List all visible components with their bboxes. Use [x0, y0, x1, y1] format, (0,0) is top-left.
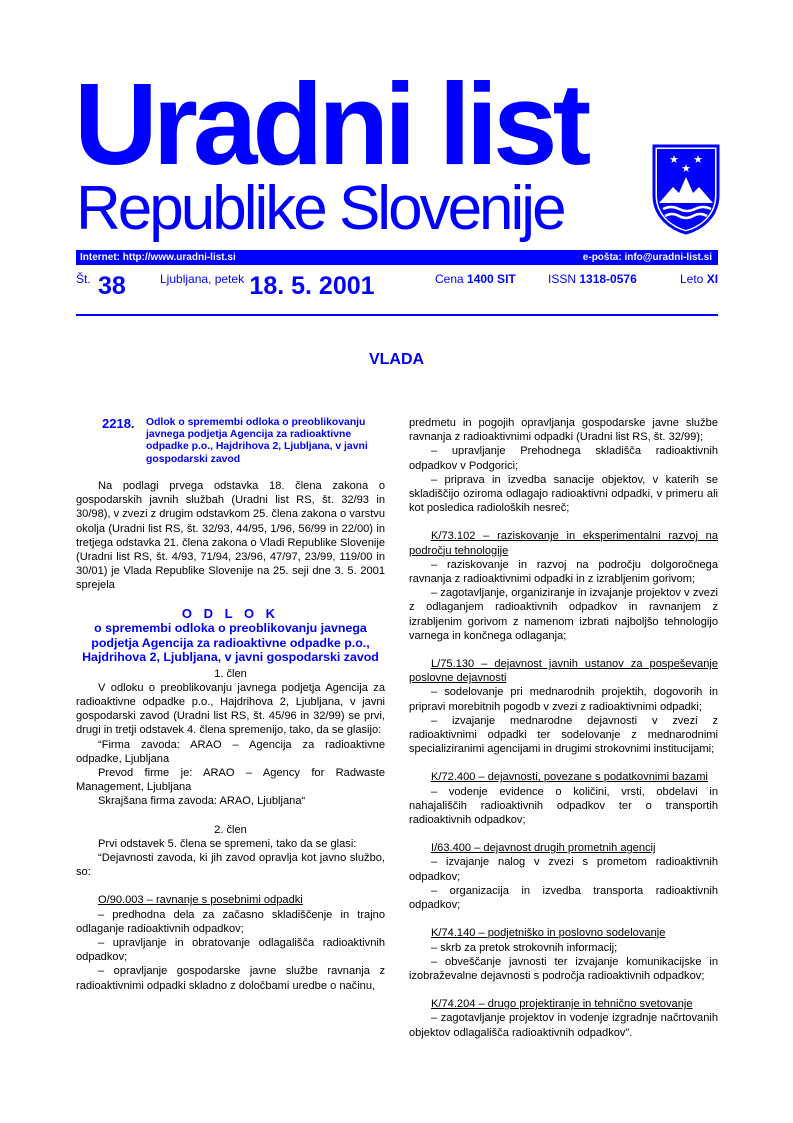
activity-o-item-1: – predhodna dela za začasno skladiščenje in trajno odlaganje radioaktivnih odpadkov; [76, 908, 385, 935]
issue-issn [548, 272, 637, 286]
issn-label: ISSN [548, 272, 577, 286]
article-2-paragraph-1: Prvi odstavek 5. člena se spremeni, tako da se glasi: [98, 837, 357, 850]
article-1-paragraph: V odloku o preoblikovanju javnega podjetja Agencija za radioaktivne odpadke p.o., Hajdrihova 2, Ljubljana, v javni gospodarski zavod (Uradni list RS, št. 45/96 in 32/99) se prvi, drugi in tretji odstavek 4. člena spremenijo, tako, da se glasijo: [76, 681, 385, 737]
svg-text:★: ★ [669, 153, 679, 166]
activity-code-k72: K/72.400 – dejavnosti, povezane s podatkovnimi bazami [431, 771, 708, 784]
continuation-paragraph: predmetu in pogojih opravljanja gospodarske javne službe ravnanja z radioaktivnimi odpadki (Uradni list RS, št. 32/99); [409, 417, 718, 444]
article-2-paragraph-2: “Dejavnosti zavoda, ki jih zavod opravlja kot javno službo, so: [76, 852, 385, 879]
coat-of-arms-icon [651, 143, 721, 235]
article-1-heading: 1. člen [214, 667, 247, 680]
quote-line-3: Skrajšana firma zavoda: ARAO, Ljubljana“ [98, 795, 306, 808]
issue-number: 38 [98, 272, 126, 300]
activity-i63-item-2: – organizacija in izvedba transporta radioaktivnih odpadkov; [409, 884, 718, 912]
activity-k74-140-item-1: – skrb za pretok strokovnih informacij; [431, 941, 618, 954]
activity-code-l75: L/75.130 – dejavnost javnih ustanov za pospeševanje poslovne dejavnosti [409, 658, 718, 685]
issue-price [435, 272, 516, 286]
act-title: Odlok o spremembi odloka o preoblikovanju javnega podjetja Agencija za radioaktivne odpadke p.o., Hajdrihova 2, Ljubljana, v javni gospodarski zavod [146, 417, 368, 465]
activity-k72-item-1: – vodenje evidence o količini, vrsti, obdelavi in nahajališčih radioaktivnih odpadkov ter o transportih radioaktivnih odpadkov; [409, 785, 718, 827]
article-2-heading: 2. člen [214, 823, 247, 836]
price-label: Cena [435, 272, 464, 286]
activity-o-item-4: – upravljanje Prehodnega skladišča radioaktivnih odpadkov v Podgorici; [409, 445, 718, 472]
activity-code-k74-204: K/74.204 – drugo projektiranje in tehnično svetovanje [431, 998, 693, 1011]
issue-date-block [160, 272, 375, 301]
activity-o-item-3: – opravljanje gospodarske javne službe ravnanja z radioaktivnimi odpadki skladno z določbami uredbe o načinu, [76, 965, 385, 992]
issue-date: 18. 5. 2001 [249, 272, 375, 300]
activity-k74-140-item-2: – obveščanje javnosti ter izvajanje komunikacijske in izobraževalne dejavnosti s področja radioaktivnih odpadkov; [409, 955, 718, 982]
right-column [409, 416, 718, 1040]
intro-paragraph: Na podlagi prvega odstavka 18. člena zakona o gospodarskih javnih službah (Uradni list RS, št. 32/93 in 30/98), v zvezi z drugim odstavkom 25. člena zakona o varstvu okolja (Uradni list RS, št. 32/93, 44/95, 1/96, 56/99 in 22/00) in tretjega odstavka 21. člena zakona o Vladi Republike Slovenije (Uradni list RS, št. 4/93, 71/94, 23/96, 47/97, 23/99, 119/00 in 30/01) je Vlada Republike Slovenije na 25. seji dne 3. 5. 2001 sprejela [76, 480, 385, 592]
activity-code-o: O/90.003 – ravnanje s posebnimi odpadki [98, 894, 303, 907]
activity-i63-item-1: – izvajanje nalog v zvezi s prometom radioaktivnih odpadkov; [409, 856, 718, 883]
header-divider [76, 314, 718, 316]
year-value: XI [706, 272, 719, 286]
decree-subheading: o spremembi odloka o preoblikovanju javnega podjetja Agencija za radioaktivne odpadke p.o., Hajdrihova 2, Ljubljana, v javni gospodarski zavod [82, 621, 379, 665]
issn-value: 1318-0576 [579, 272, 637, 286]
masthead-title: Uradni list [74, 59, 587, 189]
activity-k73-item-2: – zagotavljanje, organiziranje in izvajanje projektov v zvezi z odlaganjem radioaktivnih odpadkov in ravnanjem z izrabljenim gorivom z namenom izbrati najboljšo tehnologijo varnega in končnega odlaganja; [409, 587, 718, 642]
contact-bar [76, 250, 718, 265]
activity-o-item-5: – priprava in izvedba sanacije objektov, v katerih se skladiščijo oziroma odlagajo radioaktivni odpadki, v primeru ali kot posledica radioloških nesreč; [409, 473, 718, 515]
email-address[interactable]: e-pošta: info@uradni-list.si [582, 252, 712, 263]
activity-o-item-2: – upravljanje in obratovanje odlagališča radioaktivnih odpadkov; [76, 937, 385, 964]
activity-l75-item-1: – sodelovanje pri mednarodnih projektih, dogovorih in pripravi morebitnih pogodb v zvezi z radioaktivnimi odpadki; [409, 686, 718, 713]
activity-l75-item-2: – izvajanje mednarodne dejavnosti v zvezi z radioaktivnimi odpadki ter sodelovanje z mednarodnimi specializiranimi agencijami in drugimi strokovnimi institucijami; [409, 714, 718, 756]
issue-year [680, 272, 718, 286]
activity-code-k73: K/73.102 – raziskovanje in eksperimentalni razvoj na področju tehnologije [409, 530, 718, 557]
year-label: Leto [680, 272, 704, 286]
section-title: VLADA [368, 351, 425, 368]
price-value: 1400 SIT [467, 272, 516, 286]
quote-line-2: Prevod firme je: ARAO – Agency for Radwaste Management, Ljubljana [76, 767, 385, 794]
act-number: 2218. [102, 416, 135, 431]
quote-line-1: “Firma zavoda: ARAO – Agencija za radioaktivne odpadke, Ljubljana [76, 738, 385, 765]
decree-heading: O D L O K [181, 605, 280, 621]
activity-k74-204-item-1: – zagotavljanje projektov in vodenje izgradnje načrtovanih objektov odlagališča radioaktivnih odpadkov”. [409, 1012, 718, 1039]
svg-text:★: ★ [693, 153, 703, 166]
activity-k73-item-1: – raziskovanje in razvoj na področju dolgoročnega ravnanja z radioaktivnimi odpadki in z izrabljenim gorivom; [409, 558, 718, 586]
activity-code-i63: I/63.400 – dejavnost drugih prometnih agencij [431, 842, 656, 855]
issue-number-block [76, 272, 126, 301]
issue-number-label: Št. [76, 272, 91, 286]
svg-text:★: ★ [681, 162, 691, 175]
internet-address[interactable]: Internet: http://www.uradni-list.si [80, 252, 236, 263]
left-column [76, 479, 385, 993]
issue-place-day: Ljubljana, petek [160, 272, 245, 286]
activity-code-k74-140: K/74.140 – podjetniško in poslovno sodelovanje [431, 927, 666, 940]
masthead-subtitle: Republike Slovenije [76, 174, 564, 243]
